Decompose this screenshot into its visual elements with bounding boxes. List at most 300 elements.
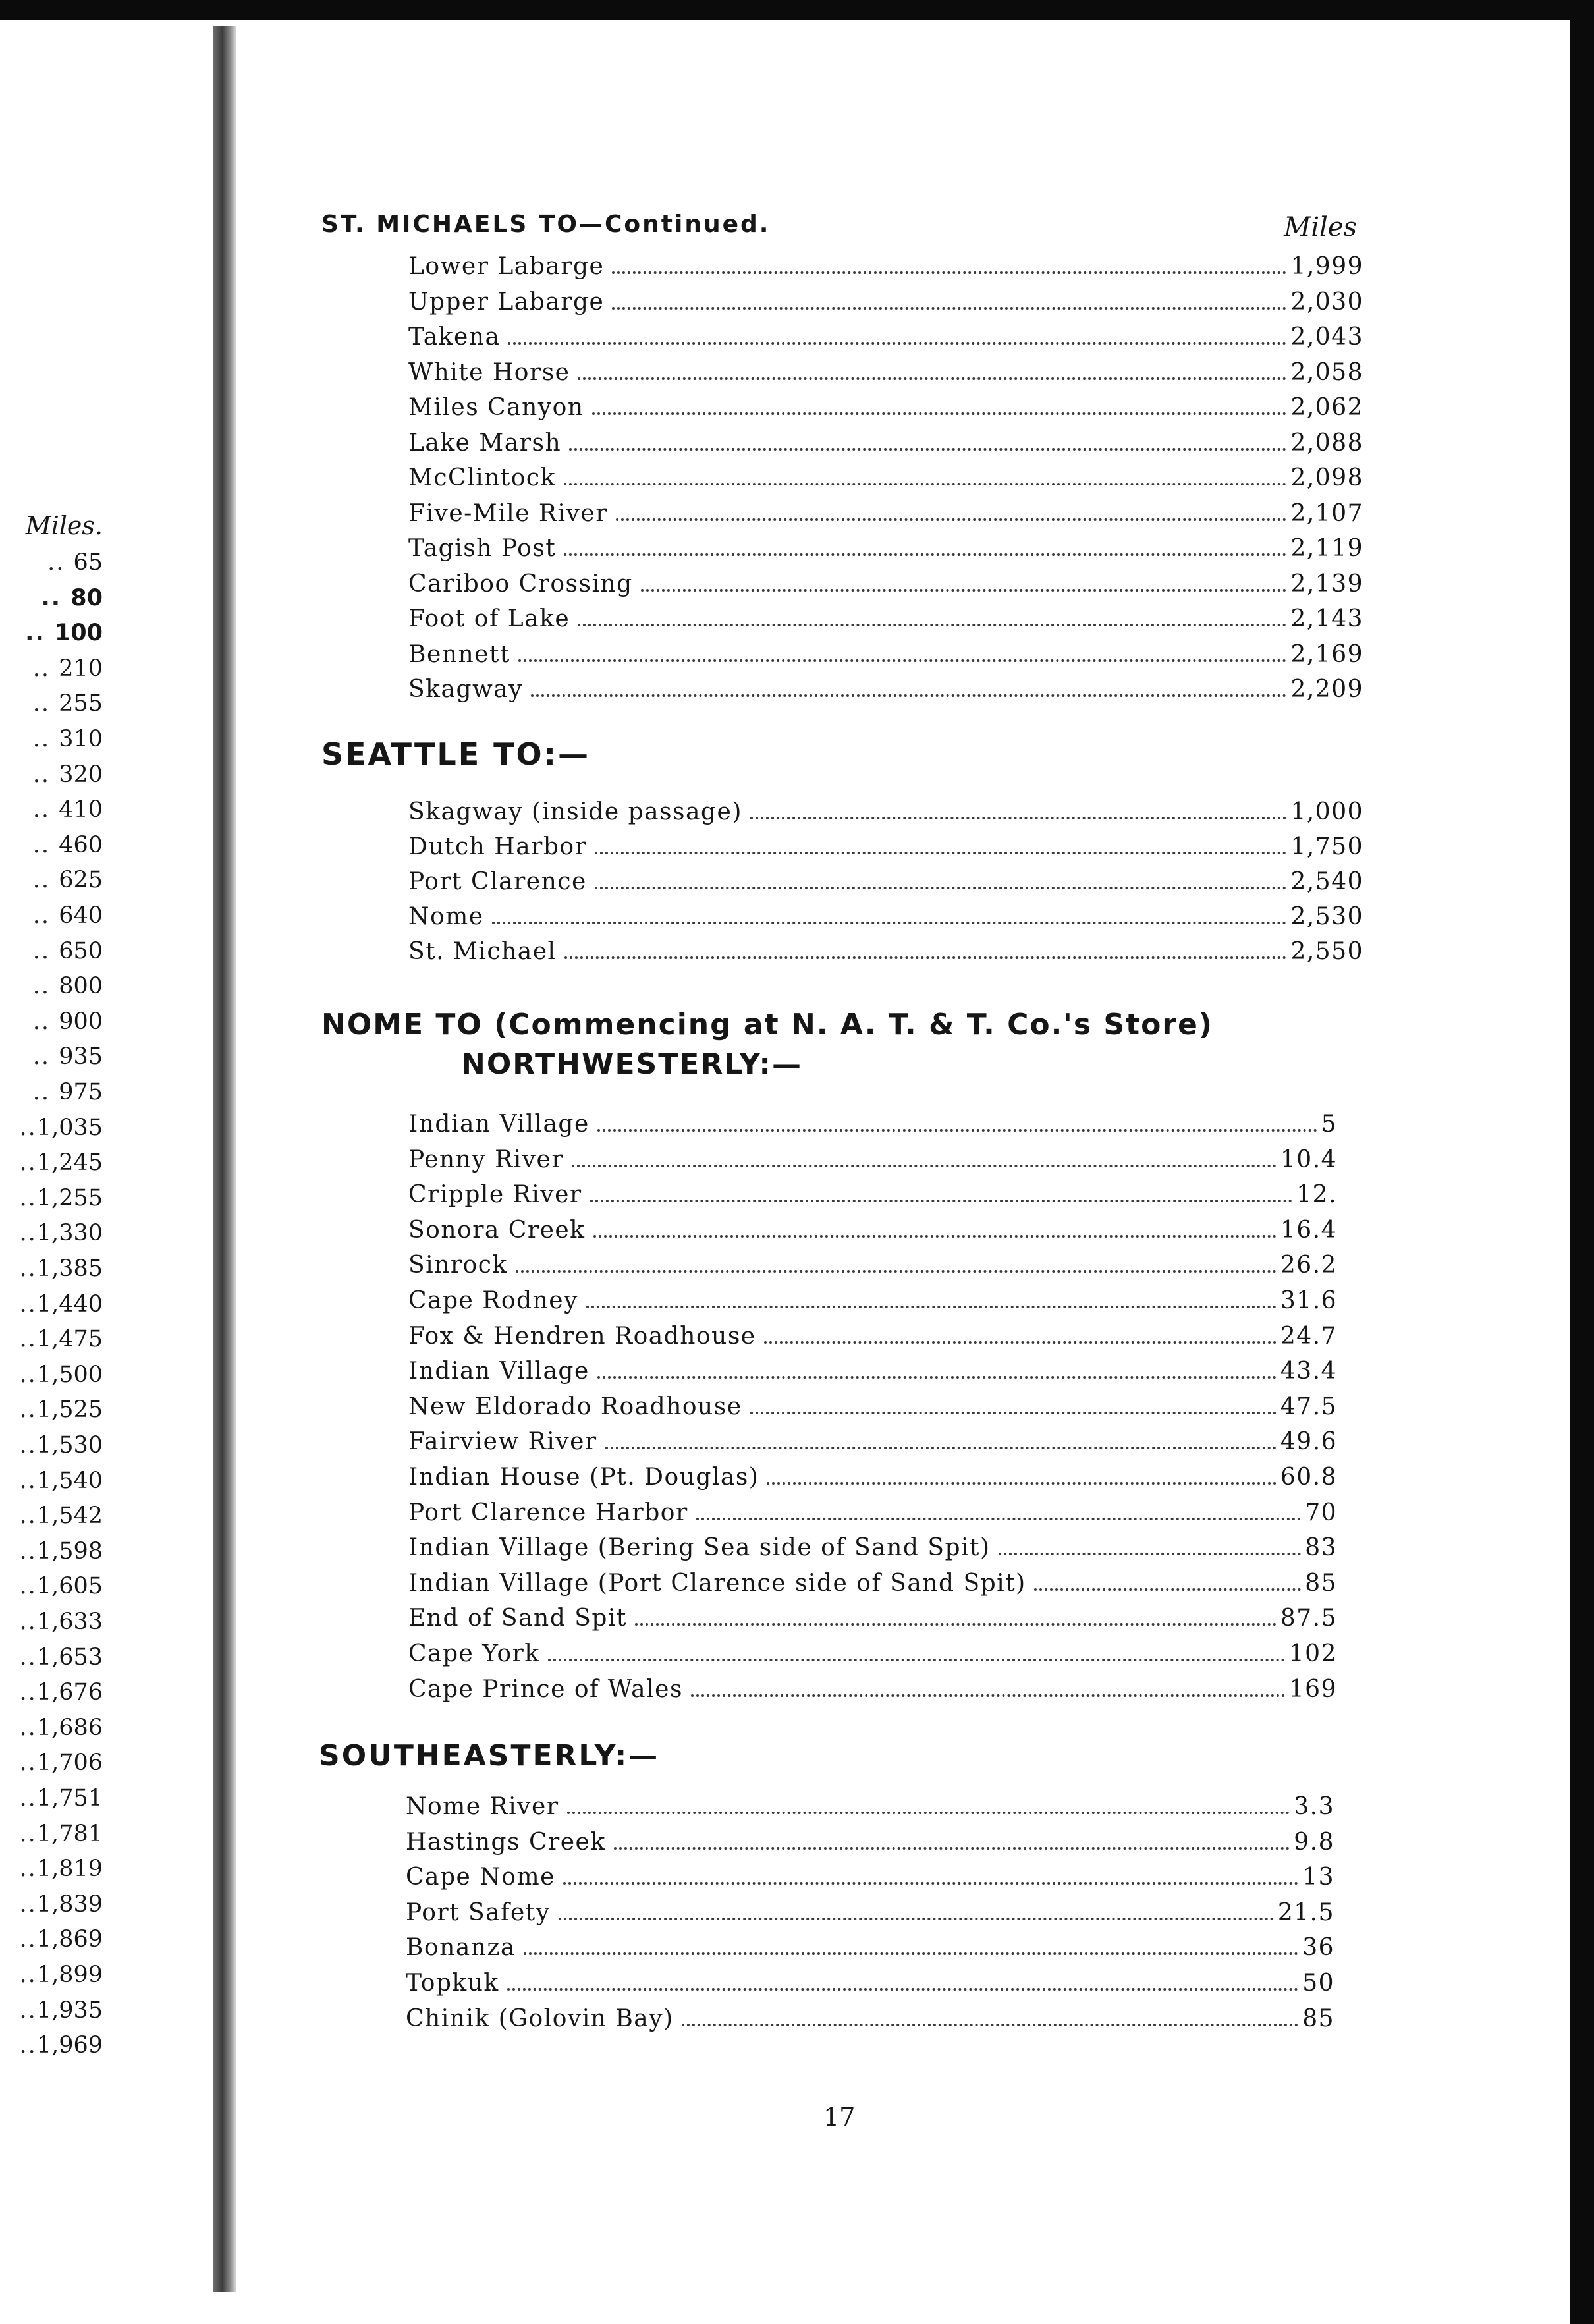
dot-leader [682,1995,1299,2026]
left-miles-row [0,1926,103,1959]
dot-leader: .. [19,1537,37,1564]
table-row [408,454,1363,491]
dot-leader: .. [32,655,59,682]
place-name: Cape Prince of Wales [408,1675,683,1703]
place-name: Cripple River [408,1181,582,1209]
left-miles-row [0,973,103,1006]
southeasterly-heading: SOUTHEASTERLY:— [319,1739,660,1773]
place-name: Five-Mile River [408,499,608,527]
miles-value: 2,058 [1290,358,1363,386]
place-name: End of Sand Spit [408,1605,627,1632]
left-miles-row [0,1326,103,1359]
dot-leader: .. [19,1962,37,1988]
left-miles-row [0,690,103,723]
place-name: Skagway [408,676,524,703]
left-miles-row [0,726,103,759]
nome-heading: NOME TO (Commencing at N. A. T. & T. Co.'s Store) [321,1008,1213,1041]
scan-top-edge [0,0,1594,20]
left-miles-value: 1,540 [36,1467,103,1494]
place-name: Indian Village (Port Clarence side of Sand Spit) [408,1569,1026,1597]
table-row [406,1995,1334,2032]
miles-value: 2,062 [1290,394,1363,421]
miles-value: 2,098 [1290,464,1363,491]
left-miles-value: 1,899 [36,1962,103,1988]
left-miles-row [0,1750,103,1783]
dot-leader [492,893,1287,924]
left-miles-value: 1,035 [36,1114,103,1141]
left-miles-value: 1,530 [36,1432,103,1458]
table-row [406,1923,1334,1962]
left-miles-value: 210 [59,655,103,682]
dot-leader: .. [19,1856,37,1883]
dot-leader: .. [19,1149,37,1176]
left-miles-value: 1,839 [36,1891,103,1918]
left-miles-value: 640 [59,902,103,929]
dot-leader [564,927,1287,959]
table-row [408,348,1363,386]
left-miles-row [0,1256,103,1288]
dot-leader: .. [32,1008,59,1035]
miles-value: 49.6 [1280,1428,1337,1456]
left-miles-row [0,549,103,582]
place-name: Port Clarence Harbor [408,1499,688,1526]
left-miles-value: 1,500 [36,1361,103,1388]
dot-leader: .. [19,1114,37,1141]
place-name: Fairview River [408,1428,597,1456]
left-miles-value: 650 [59,937,103,964]
dot-leader [595,823,1286,854]
left-miles-value: 1,245 [36,1149,103,1176]
left-miles-row [0,1432,103,1465]
table-row [408,1594,1337,1632]
table-row [408,1241,1337,1279]
left-miles-row [0,1644,103,1677]
dot-leader: .. [19,1184,37,1211]
table-row [408,788,1363,825]
dot-leader [590,1171,1293,1202]
dot-leader [569,419,1286,451]
dot-leader: .. [32,867,59,894]
dot-leader: .. [19,1397,37,1424]
miles-value: 2,043 [1290,323,1363,350]
dot-leader [578,595,1286,626]
dot-leader: .. [19,1997,37,2024]
place-name: Indian Village (Bering Sea side of Sand Spit) [408,1534,991,1562]
place-name: Skagway (inside passage) [408,798,742,825]
dot-leader: .. [25,620,55,647]
left-miles-row [0,1149,103,1182]
place-name: Cape Rodney [408,1287,578,1314]
left-miles-row [0,1856,103,1889]
place-name: Upper Labarge [408,288,605,316]
dot-leader [605,1418,1277,1449]
left-miles-row [0,902,103,935]
place-name: Bennett [408,640,510,668]
table-row [408,1136,1337,1173]
dot-leader: .. [19,1432,37,1458]
table-row [408,893,1363,930]
left-miles-value: 1,969 [36,2032,103,2059]
miles-value: 85 [1302,2005,1334,2032]
left-miles-value: 1,935 [36,1997,103,2024]
table-row [408,1171,1337,1209]
left-miles-value: 100 [54,620,103,647]
dot-leader [593,1206,1277,1238]
dot-leader [586,1277,1277,1308]
dot-leader [567,1783,1290,1814]
place-name: Penny River [408,1146,564,1173]
left-miles-row [0,761,103,794]
miles-value: 10.4 [1280,1146,1337,1173]
left-miles-value: 1,525 [36,1397,103,1424]
left-miles-value: 1,869 [36,1926,103,1953]
place-name: Foot of Lake [408,605,570,632]
left-miles-row [0,1715,103,1748]
table-row [408,927,1363,965]
dot-leader [572,1136,1277,1167]
dot-leader [564,454,1287,485]
table-row [406,1853,1334,1891]
table-row [408,313,1363,350]
dot-leader [516,1241,1277,1273]
left-miles-value: 1,542 [36,1503,103,1530]
dot-leader [635,1594,1277,1626]
table-row [408,419,1363,456]
place-name: Takena [408,323,501,350]
table-row [408,595,1363,632]
miles-value: 2,550 [1290,938,1363,965]
place-name: Cape York [408,1640,540,1667]
dot-leader [641,560,1287,592]
left-miles-row [0,1538,103,1571]
miles-value: 1,999 [1290,253,1363,280]
left-miles-row [0,620,103,653]
place-name: Sinrock [408,1252,508,1279]
dot-leader: .. [19,1573,37,1600]
left-miles-row [0,867,103,900]
table-row [408,858,1363,895]
dot-leader [612,278,1286,310]
dot-leader: .. [19,1361,37,1388]
miles-value: 87.5 [1280,1605,1337,1632]
left-miles-value: 935 [59,1043,103,1070]
left-miles-value: 975 [59,1079,103,1105]
left-miles-value: 80 [70,584,103,611]
dot-leader [764,1312,1277,1344]
left-miles-value: 1,653 [36,1644,103,1671]
dot-leader [750,788,1287,819]
northwesterly-heading: NORTHWESTERLY:— [461,1047,803,1081]
miles-value: 9.8 [1294,1828,1334,1856]
left-miles-value: 310 [59,726,103,752]
miles-value: 2,143 [1290,605,1363,632]
left-miles-row [0,1785,103,1818]
miles-value: 2,540 [1290,868,1363,895]
dot-leader [564,524,1286,556]
left-miles-value: 1,255 [36,1184,103,1211]
dot-leader [691,1665,1285,1697]
left-miles-value: 1,605 [36,1573,103,1600]
left-miles-row [0,1115,103,1148]
place-name: Lower Labarge [408,253,605,280]
place-name: Topkuk [406,1970,499,1997]
left-miles-value: 1,686 [36,1714,103,1741]
left-miles-value: 1,440 [36,1290,103,1317]
table-row [408,383,1363,421]
table-row [408,489,1363,527]
left-miles-value: 410 [59,796,103,823]
place-name: Nome [408,903,484,930]
table-row [408,1206,1337,1244]
table-row [406,1889,1334,1926]
dot-leader: .. [32,902,59,929]
left-miles-row [0,1962,103,1995]
dot-leader: .. [32,937,59,964]
left-miles-row [0,832,103,865]
left-miles-row [0,938,103,971]
table-row [408,1630,1337,1667]
table-row [408,1277,1337,1314]
left-miles-row [0,1821,103,1854]
table-row [408,560,1363,597]
miles-value: 16.4 [1280,1216,1337,1244]
dot-leader [597,1100,1317,1132]
dot-leader: .. [19,1290,37,1317]
left-miles-row [0,1997,103,2030]
dot-leader [592,383,1287,415]
left-miles-value: 800 [59,973,103,1000]
left-miles-value: 1,385 [36,1256,103,1282]
miles-value: 60.8 [1280,1464,1337,1491]
dot-leader [507,1959,1298,1991]
miles-value: 43.4 [1280,1358,1337,1385]
place-name: Cape Nome [406,1864,555,1891]
dot-leader [696,1489,1302,1520]
left-miles-row [0,1043,103,1076]
left-miles-row [0,2032,103,2065]
left-miles-row [0,1503,103,1536]
table-row [408,1347,1337,1385]
table-row [408,1418,1337,1456]
table-row [408,630,1363,668]
dot-leader: .. [19,1220,37,1247]
miles-value: 47.5 [1280,1393,1337,1420]
place-name: Indian Village [408,1358,590,1385]
left-miles-row [0,1009,103,1041]
dot-leader: .. [19,1609,37,1635]
left-miles-row [0,1220,103,1253]
dot-leader [578,348,1286,380]
miles-value: 24.7 [1280,1322,1337,1350]
dot-leader [597,1347,1277,1379]
left-miles-row [0,1679,103,1712]
table-row [406,1783,1334,1820]
table-row [408,1489,1337,1526]
miles-value: 31.6 [1280,1287,1337,1314]
dot-leader: .. [32,726,59,752]
miles-value: 102 [1288,1640,1337,1667]
dot-leader: .. [19,1256,37,1282]
miles-value: 2,088 [1290,429,1363,456]
miles-value: 1,000 [1290,798,1363,825]
left-miles-value: 255 [59,690,103,717]
miles-value: 2,209 [1290,676,1363,703]
place-name: Indian House (Pt. Douglas) [408,1464,759,1491]
st-michaels-heading: ST. MICHAELS TO—Continued. [321,211,771,238]
left-miles-value: 1,819 [36,1856,103,1883]
table-row [408,665,1363,703]
left-miles-row [0,1573,103,1606]
miles-value: 13 [1302,1864,1334,1891]
scan-right-edge [1570,0,1594,2324]
left-miles-value: 1,475 [36,1326,103,1353]
miles-value: 5 [1321,1111,1337,1138]
left-facing-page [0,0,211,2324]
dot-leader [524,1923,1298,1955]
table-row [406,1959,1334,1997]
table-row [408,823,1363,860]
miles-value: 2,030 [1290,288,1363,316]
dot-leader: .. [19,1926,37,1953]
table-row [408,524,1363,562]
dot-leader [595,858,1287,889]
dot-leader: .. [19,2032,37,2059]
miles-value: 3.3 [1294,1793,1334,1820]
left-miles-value: 1,751 [36,1785,103,1812]
dot-leader: .. [32,831,59,858]
dot-leader: .. [19,1820,37,1847]
miles-value: 2,139 [1290,570,1363,597]
place-name: Miles Canyon [408,394,584,421]
dot-leader: .. [19,1714,37,1741]
dot-leader: .. [19,1326,37,1353]
place-name: Chinik (Golovin Bay) [406,2005,674,2032]
miles-value: 2,119 [1290,535,1363,562]
left-miles-row [0,1185,103,1218]
table-row [408,1665,1337,1703]
place-name: Port Safety [406,1898,551,1926]
dot-leader [616,489,1287,521]
place-name: White Horse [408,358,570,386]
table-row [408,1524,1337,1562]
place-name: Sonora Creek [408,1216,586,1244]
dot-leader [518,630,1287,662]
dot-leader [767,1453,1276,1485]
left-miles-row [0,1468,103,1501]
dot-leader: .. [32,1043,59,1070]
place-name: Indian Village [408,1111,590,1138]
miles-value: 1,750 [1290,833,1363,860]
dot-leader [548,1630,1285,1661]
place-name: Fox & Hendren Roadhouse [408,1322,756,1350]
dot-leader [559,1889,1274,1920]
place-name: Tagish Post [408,535,557,562]
dot-leader: .. [32,690,59,717]
table-row [408,278,1363,316]
place-name: Port Clarence [408,868,587,895]
miles-column-heading: Miles [1284,212,1357,242]
left-miles-row [0,1891,103,1924]
dot-leader: .. [19,1467,37,1494]
left-miles-value: 1,781 [36,1820,103,1847]
table-row [408,1100,1337,1138]
miles-value: 2,107 [1290,499,1363,527]
dot-leader: .. [32,973,59,1000]
left-miles-value: 1,598 [36,1537,103,1564]
left-miles-row [0,1362,103,1395]
place-name: Hastings Creek [406,1828,606,1856]
place-name: Cariboo Crossing [408,570,633,597]
dot-leader [750,1383,1277,1414]
place-name: McClintock [408,464,556,491]
book-gutter [213,26,236,2292]
left-miles-value: 1,676 [36,1679,103,1706]
dot-leader: .. [32,761,59,788]
left-miles-row [0,655,103,688]
left-miles-value: 625 [59,867,103,894]
miles-value: 83 [1305,1534,1337,1562]
miles-value: 12. [1296,1181,1337,1209]
left-miles-value: 1,330 [36,1220,103,1247]
table-row [406,1818,1334,1856]
miles-value: 2,169 [1290,640,1363,668]
miles-value: 85 [1305,1569,1337,1597]
table-row [408,1559,1337,1597]
miles-value: 2,530 [1290,903,1363,930]
dot-leader: .. [32,1079,59,1105]
left-miles-row [0,1609,103,1642]
left-miles-value: 460 [59,831,103,858]
table-row [408,1453,1337,1491]
table-row [408,1383,1337,1420]
dot-leader [614,1818,1290,1850]
left-miles-value: 900 [59,1008,103,1035]
left-miles-row [0,585,103,618]
left-miles-row [0,796,103,829]
dot-leader [1034,1559,1301,1591]
dot-leader: .. [19,1785,37,1812]
dot-leader [612,242,1286,274]
place-name: Nome River [406,1793,559,1820]
left-miles-row [0,1291,103,1324]
left-miles-value: 65 [73,549,103,576]
dot-leader: .. [41,584,71,611]
dot-leader: .. [19,1679,37,1706]
miles-value: 21.5 [1277,1898,1334,1926]
dot-leader: .. [19,1891,37,1918]
left-miles-row [0,1079,103,1112]
dot-leader: .. [19,1503,37,1530]
dot-leader [508,313,1286,345]
dot-leader: .. [47,549,74,576]
miles-value: 169 [1288,1675,1337,1703]
left-miles-value: 320 [59,761,103,788]
dot-leader [531,665,1286,697]
seattle-heading: SEATTLE TO:— [321,736,591,772]
miles-value: 50 [1302,1970,1334,1997]
place-name: New Eldorado Roadhouse [408,1393,742,1420]
place-name: St. Michael [408,938,557,965]
left-miles-value: 1,706 [36,1750,103,1777]
left-miles-heading: Miles. [25,511,103,540]
table-row [408,1312,1337,1350]
dot-leader: .. [19,1750,37,1777]
place-name: Dutch Harbor [408,833,588,860]
dot-leader [563,1853,1298,1885]
place-name: Lake Marsh [408,429,562,456]
miles-value: 36 [1302,1934,1334,1962]
dot-leader [999,1524,1302,1555]
